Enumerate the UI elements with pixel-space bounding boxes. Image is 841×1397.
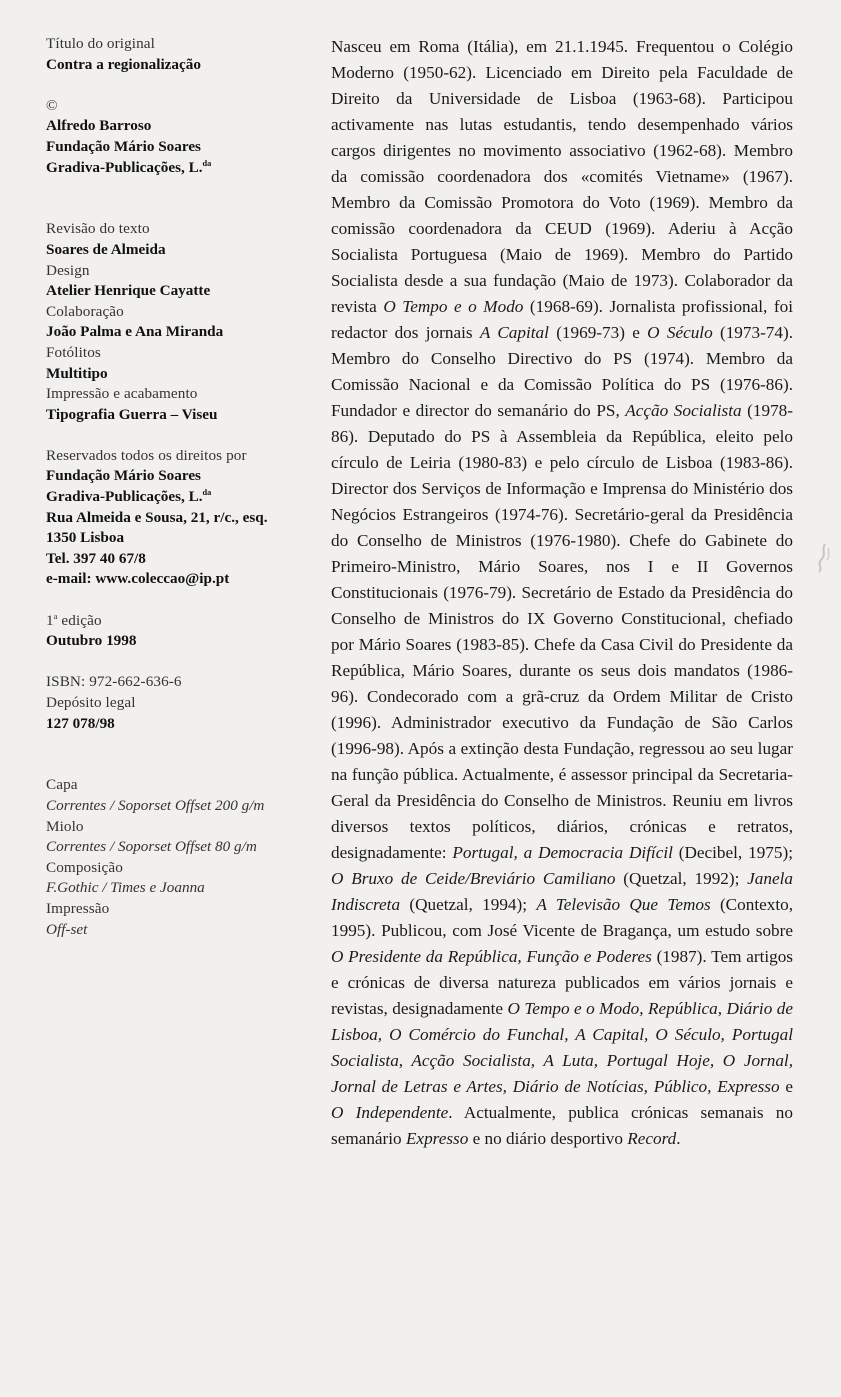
biography-title-segment: O Independente xyxy=(331,1103,449,1122)
publisher-address: Rua Almeida e Sousa, 21, r/c., esq. xyxy=(46,508,268,526)
biography-text-segment: e xyxy=(779,1077,793,1096)
credit-role-printing: Impressão e acabamento xyxy=(46,385,198,403)
biography-text-segment: (Quetzal, 1992); xyxy=(615,869,748,888)
rights-holder-foundation: Fundação Mário Soares xyxy=(46,467,201,485)
spec-value-cover: Correntes / Soporset Offset 200 g/m xyxy=(46,796,265,814)
spec-label-core: Miolo xyxy=(46,817,84,835)
credit-name-photolith: Multitipo xyxy=(46,364,108,382)
copyright-holder-foundation: Fundação Mário Soares xyxy=(46,137,201,155)
biography-title-segment: Expresso xyxy=(405,1129,469,1148)
biography-title-segment: Record xyxy=(627,1129,677,1148)
legal-deposit-label: Depósito legal xyxy=(46,694,136,711)
spec-value-typesetting: F.Gothic / Times e Joanna xyxy=(46,879,205,897)
spec-value-printing: Off-set xyxy=(46,920,88,938)
author-biography xyxy=(331,34,793,1152)
publisher-phone: Tel. 397 40 67/8 xyxy=(46,549,146,567)
credit-role-revision: Revisão do texto xyxy=(46,220,150,238)
biography-text-segment: . xyxy=(676,1129,681,1148)
spec-label-cover: Capa xyxy=(46,776,78,794)
legal-deposit-number: 127 078/98 xyxy=(46,714,115,732)
publisher-email: e-mail: www.coleccao@ip.pt xyxy=(46,570,230,588)
biography-text-segment: (1969-73) e xyxy=(548,323,648,342)
edition-label: 1$^a$ edição xyxy=(46,611,102,629)
biography-text-segment: (1973-74). Membro do Conselho Directivo do PS (1974). Membro da Comissão Nacional e da Comissão Política do PS (1976-86). Fundador e director do semanário do PS, xyxy=(331,323,794,420)
copyright-holder-publisher: Gradiva-Publicações, L.$^{da}$ xyxy=(46,158,212,176)
biography-title-segment: A Capital xyxy=(479,323,549,342)
copyright-symbol: © xyxy=(46,96,58,114)
credit-role-design: Design xyxy=(46,261,90,279)
spec-value-core: Correntes / Soporset Offset 80 g/m xyxy=(46,838,257,856)
colophon xyxy=(46,34,308,940)
biography-text-segment: . Actualmente, publica crónicas semanais no semanário xyxy=(331,1103,793,1148)
rights-label: Reservados todos os direitos por xyxy=(46,446,247,464)
credit-role-photolith: Fotólitos xyxy=(46,343,101,361)
credit-name-design: Atelier Henrique Cayatte xyxy=(46,282,211,300)
isbn: ISBN: 972-662-636-6 xyxy=(46,673,182,691)
original-title-label: Título do original xyxy=(46,35,155,52)
paper-mark-icon xyxy=(811,540,833,574)
biography-title-segment: O Bruxo de Ceide/Breviário Camiliano xyxy=(331,869,616,888)
spec-label-printing: Impressão xyxy=(46,899,110,917)
biography-title-segment: A Televisão Que Temos xyxy=(536,895,711,914)
biography-title-segment: Portugal, a Democracia Difícil xyxy=(452,843,673,862)
biography-text-segment: (1978-86). Deputado do PS à Assembleia da República, eleito pelo círculo de Leiria (1980-83) e pelo círculo de Lisboa (1983-86). Director dos Serviços de Informação e Imprensa do Ministério dos Negócios Estrangeiros (1974-76). Secretário-geral da Presidência do Conselho de Ministros (1976-1980). Chefe do Gabinete do Primeiro-Ministro, Mário Soares, nos I e II Governos Constitucionais (1976-79). Secretário de Estado da Presidência do Conselho de Ministros do IX Governo Constitucional, chefiado por Mário Soares (1983-85). Chefe da Casa Civil do Presidente da República, Mário Soares, durante os seus dois mandatos (1986-96). Condecorado com a grã-cruz da Ordem Militar de Cristo (1996). Administrador executivo da Fundação de São Carlos (1996-98). Após a extinção desta Fundação, regressou ao seu lugar na função pública. Actualmente, é assessor principal da Secretaria-Geral da Presidência do Conselho de Ministros. Reuniu em livros diversos textos políticos, diários, crónicas e retratos, designadamente: xyxy=(331,401,793,862)
copyright-holder-author: Alfredo Barroso xyxy=(46,117,152,135)
biography-title-segment: O Presidente da República, Função e Poderes xyxy=(331,947,652,966)
biography-text-segment: (Contexto, 1995). Publicou, com José Vicente de Bragança, um estudo sobre xyxy=(331,895,793,940)
biography-text-segment: Nasceu em Roma (Itália), em 21.1.1945. Frequentou o Colégio Moderno (1950-62). Licenciado em Direito pela Faculdade de Direito da Universidade de Lisboa (1963-68). Participou activamente nas lutas estudantis, tendo desempenhado vários cargos dirigentes no movimento associativo (1962-68). Membro da comissão coordenadora dos «comités Vietname» (1967). Membro da Comissão Promotora do Voto (1969). Membro da comissão coordenadora da CEUD (1969). Aderiu à Acção Socialista Portuguesa (Maio de 1969). Membro do Partido Socialista desde a sua fundação (Maio de 1973). Colaborador da revista xyxy=(331,37,793,316)
credit-role-collaboration: Colaboração xyxy=(46,302,124,320)
biography-paragraph xyxy=(331,34,793,1152)
biography-title-segment: O Tempo e o Modo, República, Diário de Lisboa, O Comércio do Funchal, A Capital, O Século, Portugal Socialista, Acção Socialista, A Luta, Portugal Hoje, O Jornal, Jornal de Letras e Artes, Diário de Notícias, Público, Expresso xyxy=(331,999,793,1096)
credit-name-revision: Soares de Almeida xyxy=(46,240,166,258)
biography-title-segment: Janela Indiscreta xyxy=(331,869,793,914)
original-title: Contra a regionalização xyxy=(46,55,201,73)
biography-title-segment: O Tempo e o Modo xyxy=(383,297,524,316)
biography-title-segment: Acção Socialista xyxy=(625,401,742,420)
biography-text-segment: (Quetzal, 1994); xyxy=(400,895,537,914)
spec-label-typesetting: Composição xyxy=(46,858,123,876)
biography-text-segment: (Decibel, 1975); xyxy=(672,843,793,862)
biography-text-segment: e no diário desportivo xyxy=(468,1129,628,1148)
biography-title-segment: O Século xyxy=(647,323,713,342)
biography-text-segment: (1968-69). Jornalista profissional, foi redactor dos jornais xyxy=(331,297,793,342)
credit-name-printing: Tipografia Guerra – Viseu xyxy=(46,405,218,423)
publisher-city: 1350 Lisboa xyxy=(46,529,125,547)
edition-date: Outubro 1998 xyxy=(46,632,137,650)
biography-text-segment: (1987). Tem artigos e crónicas de diversa natureza publicados em vários jornais e revistas, designadamente xyxy=(331,947,793,1018)
credit-name-collaboration: João Palma e Ana Miranda xyxy=(46,323,224,341)
rights-holder-publisher: Gradiva-Publicações, L.$^{da}$ xyxy=(46,488,212,506)
